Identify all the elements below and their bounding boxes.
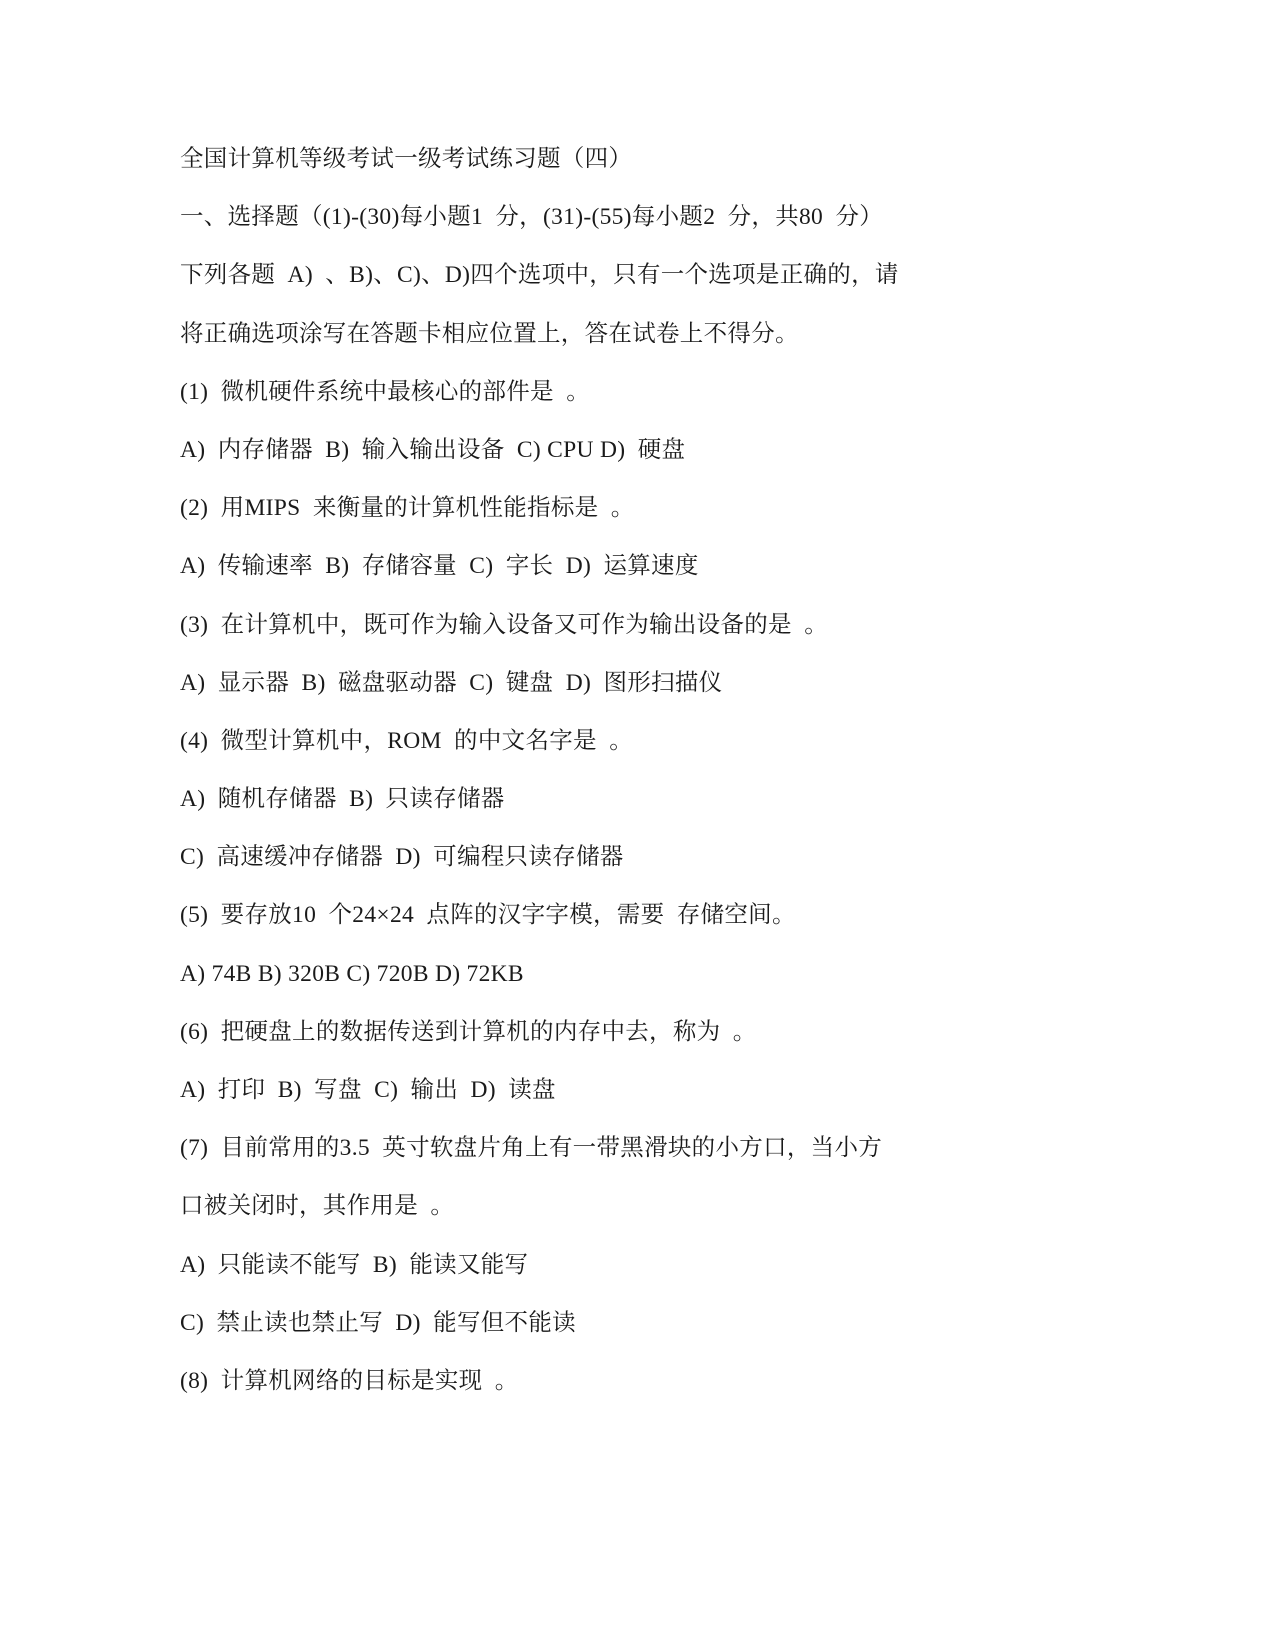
question-5: (5) 要存放10 个24×24 点阵的汉字字模，需要 存储空间。 xyxy=(180,902,796,929)
question-2-options: A) 传输速率 B) 存储容量 C) 字长 D) 运算速度 xyxy=(180,553,699,580)
question-3: (3) 在计算机中，既可作为输入设备又可作为输出设备的是 。 xyxy=(180,611,829,638)
question-5-options: A) 74B B) 320B C) 720B D) 72KB xyxy=(180,960,524,987)
question-7-options-ab: A) 只能读不能写 B) 能读又能写 xyxy=(180,1251,529,1278)
question-3-options: A) 显示器 B) 磁盘驱动器 C) 键盘 D) 图形扫描仪 xyxy=(180,669,723,696)
question-4: (4) 微型计算机中，ROM 的中文名字是 。 xyxy=(180,727,633,754)
question-7-line-1: (7) 目前常用的3.5 英寸软盘片角上有一带黑滑块的小方口，当小方 xyxy=(180,1135,883,1162)
question-7-line-2: 口被关闭时，其作用是 。 xyxy=(180,1193,455,1220)
question-2: (2) 用MIPS 来衡量的计算机性能指标是 。 xyxy=(180,495,635,522)
instructions-line-2: 将正确选项涂写在答题卡相应位置上，答在试卷上不得分。 xyxy=(180,320,799,347)
question-6: (6) 把硬盘上的数据传送到计算机的内存中去，称为 。 xyxy=(180,1018,757,1045)
section-heading: 一、选择题（(1)-(30)每小题1 分，(31)-(55)每小题2 分，共80 分） xyxy=(180,204,884,231)
question-4-options-ab: A) 随机存储器 B) 只读存储器 xyxy=(180,786,505,813)
question-8: (8) 计算机网络的目标是实现 。 xyxy=(180,1367,519,1394)
document-body xyxy=(180,140,1180,1420)
question-6-options: A) 打印 B) 写盘 C) 输出 D) 读盘 xyxy=(180,1077,556,1103)
question-1: (1) 微机硬件系统中最核心的部件是 。 xyxy=(180,378,591,405)
instructions-line-1: 下列各题 A) 、B)、C)、D)四个选项中，只有一个选项是正确的，请 xyxy=(180,262,899,289)
question-1-options: A) 内存储器 B) 输入输出设备 C) CPU D) 硬盘 xyxy=(180,436,686,463)
question-4-options-cd: C) 高速缓冲存储器 D) 可编程只读存储器 xyxy=(180,844,624,871)
question-7-options-cd: C) 禁止读也禁止写 D) 能写但不能读 xyxy=(180,1309,576,1336)
document-title: 全国计算机等级考试一级考试练习题（四） xyxy=(180,146,633,172)
